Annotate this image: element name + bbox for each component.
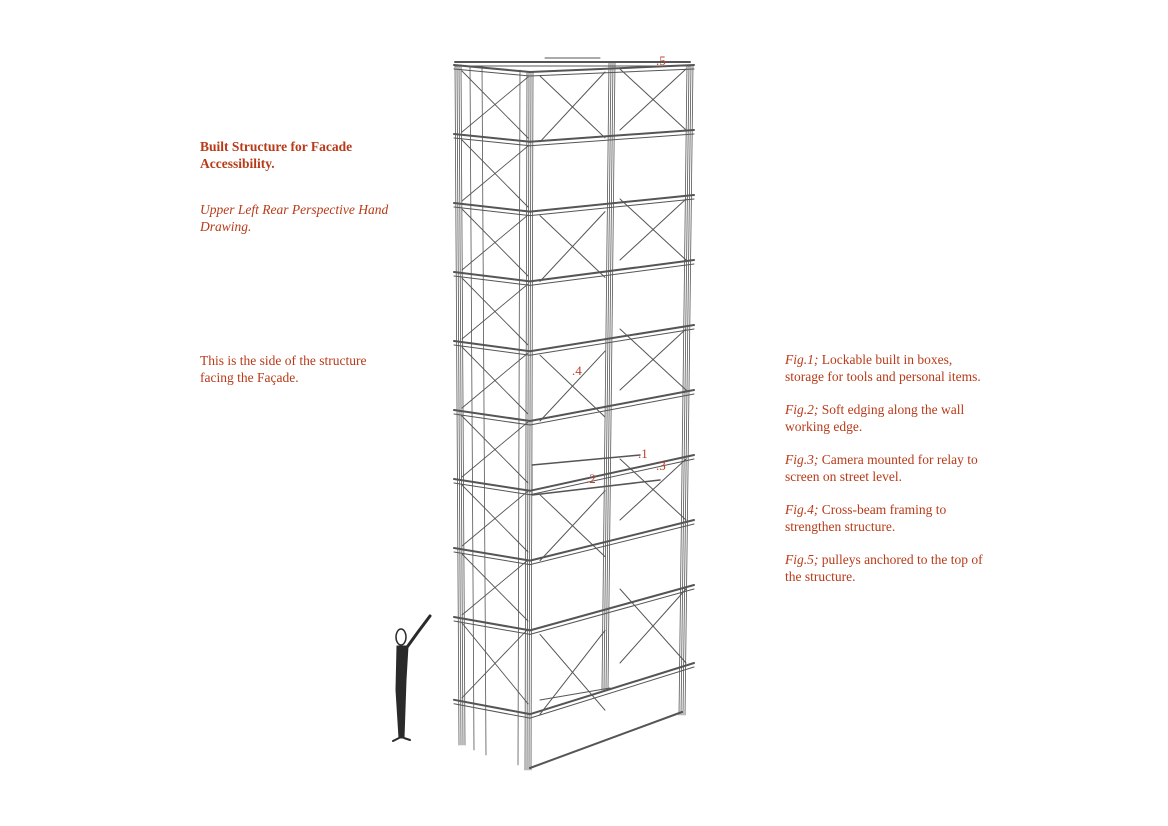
tower-post — [602, 62, 609, 690]
level-beam — [530, 667, 694, 718]
cross-brace — [462, 77, 528, 132]
fig-text: Lockable built in boxes, storage for tools and personal items. — [785, 352, 981, 384]
tower-post — [459, 65, 463, 745]
base-frame — [530, 712, 682, 768]
platform — [532, 455, 640, 465]
cross-brace — [462, 215, 528, 270]
level-beam — [530, 663, 694, 714]
fig-text: Camera mounted for relay to screen on street level. — [785, 452, 978, 484]
level-beam — [454, 138, 530, 146]
tower-post — [681, 65, 689, 715]
tower-post — [608, 62, 615, 690]
callout-5: .5 — [656, 53, 666, 68]
fig-id: Fig.2; — [785, 402, 819, 417]
fig-id: Fig.5; — [785, 552, 819, 567]
cross-brace — [540, 72, 605, 142]
fig-id: Fig.4; — [785, 502, 819, 517]
tower-post — [455, 65, 459, 745]
cross-brace — [462, 146, 528, 201]
cross-brace — [540, 212, 605, 282]
level-beam — [530, 264, 694, 285]
human-figure — [393, 616, 430, 741]
level-beam — [530, 459, 694, 495]
base-frame — [540, 688, 610, 700]
drawing-title: Built Structure for Facade Accessibility. — [200, 139, 353, 171]
fig-id: Fig.1; — [785, 352, 819, 367]
level-beam — [454, 700, 530, 714]
tower-post — [457, 65, 461, 745]
tower-post — [518, 70, 520, 765]
scaffold-tower — [454, 58, 694, 770]
level-beam — [530, 199, 694, 216]
callout-3: .3 — [656, 458, 666, 473]
cross-brace — [540, 351, 605, 421]
tower-post — [606, 62, 613, 690]
fig-text: Cross-beam framing to strengthen structure. — [785, 502, 947, 534]
tower-post — [461, 65, 465, 745]
fig-id: Fig.3; — [785, 452, 819, 467]
level-beam — [454, 203, 530, 212]
fig-text: pulleys anchored to the top of the structure. — [785, 552, 983, 584]
fig-text: Soft edging along the wall working edge. — [785, 402, 965, 434]
callout-4: .4 — [572, 363, 582, 378]
level-beam — [530, 394, 694, 425]
callout-2: .2 — [586, 471, 596, 486]
callout-1: .1 — [638, 446, 648, 461]
cross-brace — [462, 284, 528, 339]
drawing-subtitle: Upper Left Rear Perspective Hand Drawing. — [200, 202, 389, 234]
level-beam — [454, 704, 530, 718]
level-beam — [530, 260, 694, 281]
level-beam — [454, 272, 530, 281]
tower-post — [470, 66, 474, 750]
level-beam — [530, 195, 694, 212]
level-beam — [454, 134, 530, 142]
level-beam — [530, 589, 694, 634]
platform — [532, 480, 660, 495]
cross-brace — [462, 491, 528, 546]
tower-post — [604, 62, 611, 690]
side-note: This is the side of the structure facing the Façade. — [200, 353, 367, 385]
level-beam — [530, 520, 694, 561]
